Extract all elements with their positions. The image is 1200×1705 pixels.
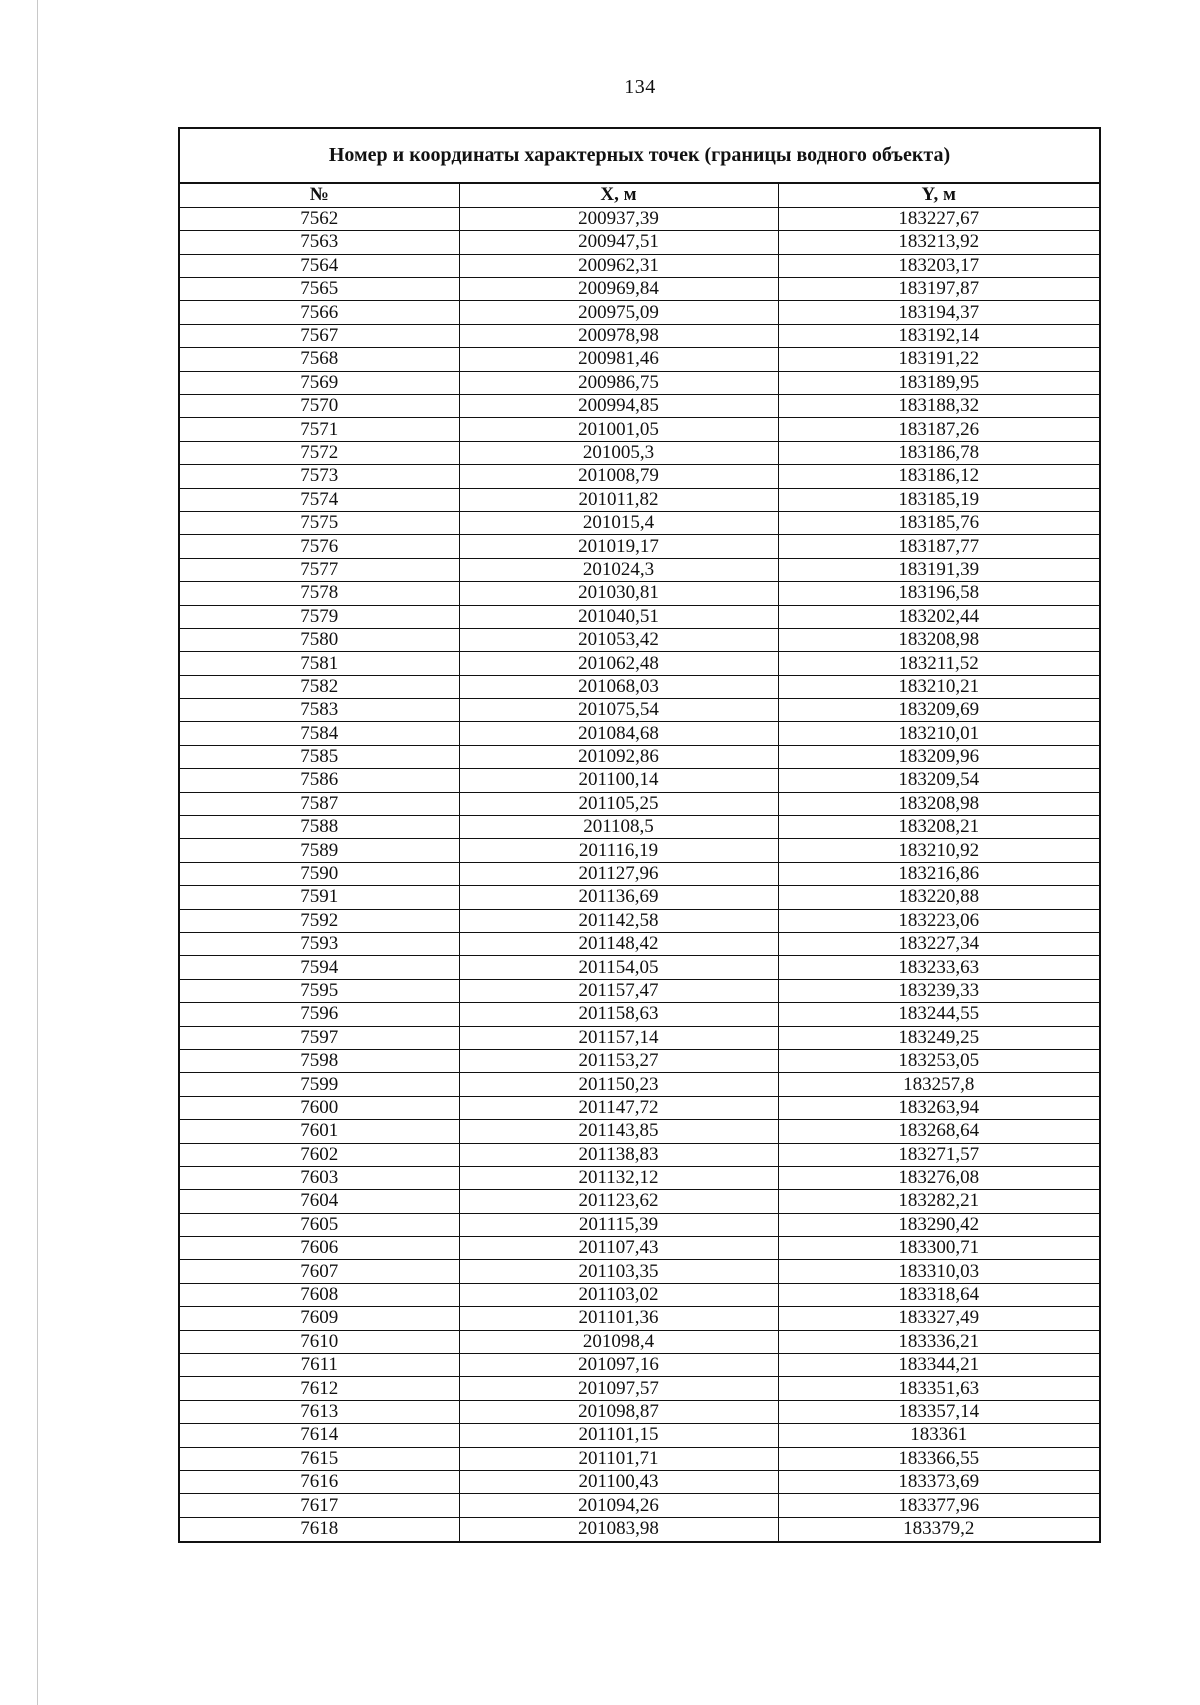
y-coordinate-cell: 183276,08 bbox=[778, 1166, 1099, 1189]
x-coordinate-cell: 200978,98 bbox=[459, 324, 778, 347]
point-number-cell: 7613 bbox=[180, 1400, 459, 1423]
y-coordinate-cell: 183327,49 bbox=[778, 1307, 1099, 1330]
point-number-cell: 7612 bbox=[180, 1377, 459, 1400]
y-coordinate-cell: 183357,14 bbox=[778, 1400, 1099, 1423]
table-row bbox=[180, 348, 1099, 371]
x-coordinate-cell: 201108,5 bbox=[459, 816, 778, 839]
table-row bbox=[180, 1003, 1099, 1026]
x-coordinate-cell: 200994,85 bbox=[459, 395, 778, 418]
y-coordinate-cell: 183268,64 bbox=[778, 1120, 1099, 1143]
y-coordinate-cell: 183203,17 bbox=[778, 254, 1099, 277]
x-coordinate-cell: 201132,12 bbox=[459, 1166, 778, 1189]
x-coordinate-cell: 201107,43 bbox=[459, 1237, 778, 1260]
table-row bbox=[180, 1424, 1099, 1447]
table-row bbox=[180, 816, 1099, 839]
x-coordinate-cell: 201138,83 bbox=[459, 1143, 778, 1166]
x-coordinate-cell: 201157,47 bbox=[459, 979, 778, 1002]
point-number-cell: 7579 bbox=[180, 605, 459, 628]
point-number-cell: 7564 bbox=[180, 254, 459, 277]
y-coordinate-cell: 183233,63 bbox=[778, 956, 1099, 979]
column-header-x: X, м bbox=[459, 184, 778, 207]
y-coordinate-cell: 183185,19 bbox=[778, 488, 1099, 511]
table-row bbox=[180, 628, 1099, 651]
table-row bbox=[180, 792, 1099, 815]
x-coordinate-cell: 201015,4 bbox=[459, 511, 778, 534]
table-row bbox=[180, 839, 1099, 862]
table-row bbox=[180, 956, 1099, 979]
point-number-cell: 7571 bbox=[180, 418, 459, 441]
x-coordinate-cell: 201075,54 bbox=[459, 699, 778, 722]
x-coordinate-cell: 201098,4 bbox=[459, 1330, 778, 1353]
coordinates-table bbox=[180, 184, 1099, 1541]
point-number-cell: 7587 bbox=[180, 792, 459, 815]
x-coordinate-cell: 201084,68 bbox=[459, 722, 778, 745]
point-number-cell: 7585 bbox=[180, 745, 459, 768]
y-coordinate-cell: 183186,78 bbox=[778, 441, 1099, 464]
coordinates-table-container bbox=[178, 127, 1101, 1543]
y-coordinate-cell: 183209,54 bbox=[778, 769, 1099, 792]
y-coordinate-cell: 183210,01 bbox=[778, 722, 1099, 745]
y-coordinate-cell: 183257,8 bbox=[778, 1073, 1099, 1096]
y-coordinate-cell: 183223,06 bbox=[778, 909, 1099, 932]
x-coordinate-cell: 201068,03 bbox=[459, 675, 778, 698]
point-number-cell: 7611 bbox=[180, 1354, 459, 1377]
y-coordinate-cell: 183213,92 bbox=[778, 231, 1099, 254]
x-coordinate-cell: 201098,87 bbox=[459, 1400, 778, 1423]
table-row bbox=[180, 675, 1099, 698]
point-number-cell: 7589 bbox=[180, 839, 459, 862]
point-number-cell: 7566 bbox=[180, 301, 459, 324]
y-coordinate-cell: 183263,94 bbox=[778, 1096, 1099, 1119]
y-coordinate-cell: 183366,55 bbox=[778, 1447, 1099, 1470]
point-number-cell: 7575 bbox=[180, 511, 459, 534]
table-row bbox=[180, 207, 1099, 230]
table-body bbox=[180, 207, 1099, 1540]
y-coordinate-cell: 183318,64 bbox=[778, 1283, 1099, 1306]
x-coordinate-cell: 201024,3 bbox=[459, 558, 778, 581]
x-coordinate-cell: 201127,96 bbox=[459, 862, 778, 885]
point-number-cell: 7608 bbox=[180, 1283, 459, 1306]
table-row bbox=[180, 1143, 1099, 1166]
table-row bbox=[180, 1307, 1099, 1330]
scan-binding-line bbox=[37, 0, 38, 1705]
table-row bbox=[180, 652, 1099, 675]
point-number-cell: 7586 bbox=[180, 769, 459, 792]
table-row bbox=[180, 1354, 1099, 1377]
point-number-cell: 7596 bbox=[180, 1003, 459, 1026]
y-coordinate-cell: 183191,22 bbox=[778, 348, 1099, 371]
y-coordinate-cell: 183227,34 bbox=[778, 933, 1099, 956]
x-coordinate-cell: 200975,09 bbox=[459, 301, 778, 324]
x-coordinate-cell: 201143,85 bbox=[459, 1120, 778, 1143]
x-coordinate-cell: 201153,27 bbox=[459, 1049, 778, 1072]
y-coordinate-cell: 183373,69 bbox=[778, 1470, 1099, 1493]
point-number-cell: 7563 bbox=[180, 231, 459, 254]
point-number-cell: 7607 bbox=[180, 1260, 459, 1283]
x-coordinate-cell: 201019,17 bbox=[459, 535, 778, 558]
point-number-cell: 7572 bbox=[180, 441, 459, 464]
table-row bbox=[180, 441, 1099, 464]
table-row bbox=[180, 769, 1099, 792]
table-row bbox=[180, 582, 1099, 605]
point-number-cell: 7576 bbox=[180, 535, 459, 558]
table-row bbox=[180, 535, 1099, 558]
point-number-cell: 7584 bbox=[180, 722, 459, 745]
x-coordinate-cell: 201158,63 bbox=[459, 1003, 778, 1026]
point-number-cell: 7606 bbox=[180, 1237, 459, 1260]
point-number-cell: 7615 bbox=[180, 1447, 459, 1470]
table-header-row bbox=[180, 184, 1099, 207]
point-number-cell: 7609 bbox=[180, 1307, 459, 1330]
x-coordinate-cell: 201097,57 bbox=[459, 1377, 778, 1400]
y-coordinate-cell: 183197,87 bbox=[778, 278, 1099, 301]
table-row bbox=[180, 1447, 1099, 1470]
table-row bbox=[180, 1190, 1099, 1213]
table-row bbox=[180, 745, 1099, 768]
table-row bbox=[180, 722, 1099, 745]
x-coordinate-cell: 201100,43 bbox=[459, 1470, 778, 1493]
table-row bbox=[180, 1073, 1099, 1096]
table-row bbox=[180, 395, 1099, 418]
table-row bbox=[180, 254, 1099, 277]
y-coordinate-cell: 183344,21 bbox=[778, 1354, 1099, 1377]
point-number-cell: 7568 bbox=[180, 348, 459, 371]
table-row bbox=[180, 1517, 1099, 1540]
table-row bbox=[180, 1330, 1099, 1353]
point-number-cell: 7562 bbox=[180, 207, 459, 230]
x-coordinate-cell: 201116,19 bbox=[459, 839, 778, 862]
point-number-cell: 7617 bbox=[180, 1494, 459, 1517]
table-row bbox=[180, 1120, 1099, 1143]
point-number-cell: 7618 bbox=[180, 1517, 459, 1540]
point-number-cell: 7565 bbox=[180, 278, 459, 301]
x-coordinate-cell: 201157,14 bbox=[459, 1026, 778, 1049]
point-number-cell: 7569 bbox=[180, 371, 459, 394]
y-coordinate-cell: 183188,32 bbox=[778, 395, 1099, 418]
y-coordinate-cell: 183379,2 bbox=[778, 1517, 1099, 1540]
y-coordinate-cell: 183271,57 bbox=[778, 1143, 1099, 1166]
x-coordinate-cell: 201101,15 bbox=[459, 1424, 778, 1447]
table-row bbox=[180, 699, 1099, 722]
x-coordinate-cell: 201100,14 bbox=[459, 769, 778, 792]
table-row bbox=[180, 862, 1099, 885]
x-coordinate-cell: 201062,48 bbox=[459, 652, 778, 675]
table-row bbox=[180, 511, 1099, 534]
point-number-cell: 7602 bbox=[180, 1143, 459, 1166]
y-coordinate-cell: 183227,67 bbox=[778, 207, 1099, 230]
y-coordinate-cell: 183239,33 bbox=[778, 979, 1099, 1002]
table-row bbox=[180, 1026, 1099, 1049]
table-row bbox=[180, 1096, 1099, 1119]
x-coordinate-cell: 201097,16 bbox=[459, 1354, 778, 1377]
table-row bbox=[180, 558, 1099, 581]
y-coordinate-cell: 183211,52 bbox=[778, 652, 1099, 675]
x-coordinate-cell: 201115,39 bbox=[459, 1213, 778, 1236]
table-row bbox=[180, 488, 1099, 511]
table-row bbox=[180, 1260, 1099, 1283]
point-number-cell: 7583 bbox=[180, 699, 459, 722]
y-coordinate-cell: 183253,05 bbox=[778, 1049, 1099, 1072]
y-coordinate-cell: 183209,69 bbox=[778, 699, 1099, 722]
column-header-y: Y, м bbox=[778, 184, 1099, 207]
table-row bbox=[180, 324, 1099, 347]
point-number-cell: 7594 bbox=[180, 956, 459, 979]
point-number-cell: 7598 bbox=[180, 1049, 459, 1072]
y-coordinate-cell: 183282,21 bbox=[778, 1190, 1099, 1213]
table-row bbox=[180, 1283, 1099, 1306]
x-coordinate-cell: 201103,35 bbox=[459, 1260, 778, 1283]
y-coordinate-cell: 183186,12 bbox=[778, 465, 1099, 488]
x-coordinate-cell: 201148,42 bbox=[459, 933, 778, 956]
table-row bbox=[180, 886, 1099, 909]
table-row bbox=[180, 1400, 1099, 1423]
point-number-cell: 7605 bbox=[180, 1213, 459, 1236]
point-number-cell: 7592 bbox=[180, 909, 459, 932]
x-coordinate-cell: 201005,3 bbox=[459, 441, 778, 464]
x-coordinate-cell: 201094,26 bbox=[459, 1494, 778, 1517]
y-coordinate-cell: 183185,76 bbox=[778, 511, 1099, 534]
table-row bbox=[180, 909, 1099, 932]
y-coordinate-cell: 183300,71 bbox=[778, 1237, 1099, 1260]
x-coordinate-cell: 200986,75 bbox=[459, 371, 778, 394]
y-coordinate-cell: 183192,14 bbox=[778, 324, 1099, 347]
y-coordinate-cell: 183210,21 bbox=[778, 675, 1099, 698]
point-number-cell: 7616 bbox=[180, 1470, 459, 1493]
point-number-cell: 7570 bbox=[180, 395, 459, 418]
y-coordinate-cell: 183191,39 bbox=[778, 558, 1099, 581]
x-coordinate-cell: 200947,51 bbox=[459, 231, 778, 254]
point-number-cell: 7603 bbox=[180, 1166, 459, 1189]
x-coordinate-cell: 201053,42 bbox=[459, 628, 778, 651]
table-row bbox=[180, 979, 1099, 1002]
point-number-cell: 7599 bbox=[180, 1073, 459, 1096]
point-number-cell: 7597 bbox=[180, 1026, 459, 1049]
x-coordinate-cell: 200962,31 bbox=[459, 254, 778, 277]
y-coordinate-cell: 183351,63 bbox=[778, 1377, 1099, 1400]
table-row bbox=[180, 1166, 1099, 1189]
y-coordinate-cell: 183249,25 bbox=[778, 1026, 1099, 1049]
point-number-cell: 7577 bbox=[180, 558, 459, 581]
x-coordinate-cell: 200937,39 bbox=[459, 207, 778, 230]
table-row bbox=[180, 1049, 1099, 1072]
y-coordinate-cell: 183209,96 bbox=[778, 745, 1099, 768]
point-number-cell: 7582 bbox=[180, 675, 459, 698]
y-coordinate-cell: 183189,95 bbox=[778, 371, 1099, 394]
x-coordinate-cell: 201142,58 bbox=[459, 909, 778, 932]
x-coordinate-cell: 201150,23 bbox=[459, 1073, 778, 1096]
y-coordinate-cell: 183208,98 bbox=[778, 628, 1099, 651]
point-number-cell: 7610 bbox=[180, 1330, 459, 1353]
table-row bbox=[180, 301, 1099, 324]
point-number-cell: 7574 bbox=[180, 488, 459, 511]
x-coordinate-cell: 201001,05 bbox=[459, 418, 778, 441]
point-number-cell: 7614 bbox=[180, 1424, 459, 1447]
y-coordinate-cell: 183187,26 bbox=[778, 418, 1099, 441]
x-coordinate-cell: 201101,71 bbox=[459, 1447, 778, 1470]
point-number-cell: 7588 bbox=[180, 816, 459, 839]
y-coordinate-cell: 183336,21 bbox=[778, 1330, 1099, 1353]
x-coordinate-cell: 201083,98 bbox=[459, 1517, 778, 1540]
point-number-cell: 7580 bbox=[180, 628, 459, 651]
y-coordinate-cell: 183187,77 bbox=[778, 535, 1099, 558]
table-row bbox=[180, 278, 1099, 301]
y-coordinate-cell: 183194,37 bbox=[778, 301, 1099, 324]
point-number-cell: 7595 bbox=[180, 979, 459, 1002]
y-coordinate-cell: 183208,98 bbox=[778, 792, 1099, 815]
point-number-cell: 7593 bbox=[180, 933, 459, 956]
table-row bbox=[180, 1470, 1099, 1493]
y-coordinate-cell: 183290,42 bbox=[778, 1213, 1099, 1236]
table-row bbox=[180, 231, 1099, 254]
table-row bbox=[180, 465, 1099, 488]
x-coordinate-cell: 201105,25 bbox=[459, 792, 778, 815]
point-number-cell: 7590 bbox=[180, 862, 459, 885]
x-coordinate-cell: 200981,46 bbox=[459, 348, 778, 371]
point-number-cell: 7591 bbox=[180, 886, 459, 909]
y-coordinate-cell: 183202,44 bbox=[778, 605, 1099, 628]
y-coordinate-cell: 183377,96 bbox=[778, 1494, 1099, 1517]
point-number-cell: 7567 bbox=[180, 324, 459, 347]
y-coordinate-cell: 183210,92 bbox=[778, 839, 1099, 862]
y-coordinate-cell: 183244,55 bbox=[778, 1003, 1099, 1026]
x-coordinate-cell: 200969,84 bbox=[459, 278, 778, 301]
point-number-cell: 7573 bbox=[180, 465, 459, 488]
table-row bbox=[180, 1237, 1099, 1260]
x-coordinate-cell: 201008,79 bbox=[459, 465, 778, 488]
y-coordinate-cell: 183220,88 bbox=[778, 886, 1099, 909]
x-coordinate-cell: 201123,62 bbox=[459, 1190, 778, 1213]
point-number-cell: 7600 bbox=[180, 1096, 459, 1119]
table-title: Номер и координаты характерных точек (границы водного объекта) bbox=[180, 129, 1099, 184]
table-row bbox=[180, 1494, 1099, 1517]
table-row bbox=[180, 418, 1099, 441]
point-number-cell: 7578 bbox=[180, 582, 459, 605]
x-coordinate-cell: 201147,72 bbox=[459, 1096, 778, 1119]
point-number-cell: 7601 bbox=[180, 1120, 459, 1143]
y-coordinate-cell: 183310,03 bbox=[778, 1260, 1099, 1283]
x-coordinate-cell: 201101,36 bbox=[459, 1307, 778, 1330]
x-coordinate-cell: 201136,69 bbox=[459, 886, 778, 909]
point-number-cell: 7581 bbox=[180, 652, 459, 675]
x-coordinate-cell: 201092,86 bbox=[459, 745, 778, 768]
x-coordinate-cell: 201103,02 bbox=[459, 1283, 778, 1306]
y-coordinate-cell: 183196,58 bbox=[778, 582, 1099, 605]
page-number: 134 bbox=[624, 76, 656, 98]
y-coordinate-cell: 183208,21 bbox=[778, 816, 1099, 839]
table-row bbox=[180, 1377, 1099, 1400]
x-coordinate-cell: 201011,82 bbox=[459, 488, 778, 511]
y-coordinate-cell: 183361 bbox=[778, 1424, 1099, 1447]
x-coordinate-cell: 201030,81 bbox=[459, 582, 778, 605]
table-row bbox=[180, 605, 1099, 628]
point-number-cell: 7604 bbox=[180, 1190, 459, 1213]
table-row bbox=[180, 933, 1099, 956]
x-coordinate-cell: 201040,51 bbox=[459, 605, 778, 628]
x-coordinate-cell: 201154,05 bbox=[459, 956, 778, 979]
table-row bbox=[180, 371, 1099, 394]
table-row bbox=[180, 1213, 1099, 1236]
y-coordinate-cell: 183216,86 bbox=[778, 862, 1099, 885]
column-header-number: № bbox=[180, 184, 459, 207]
